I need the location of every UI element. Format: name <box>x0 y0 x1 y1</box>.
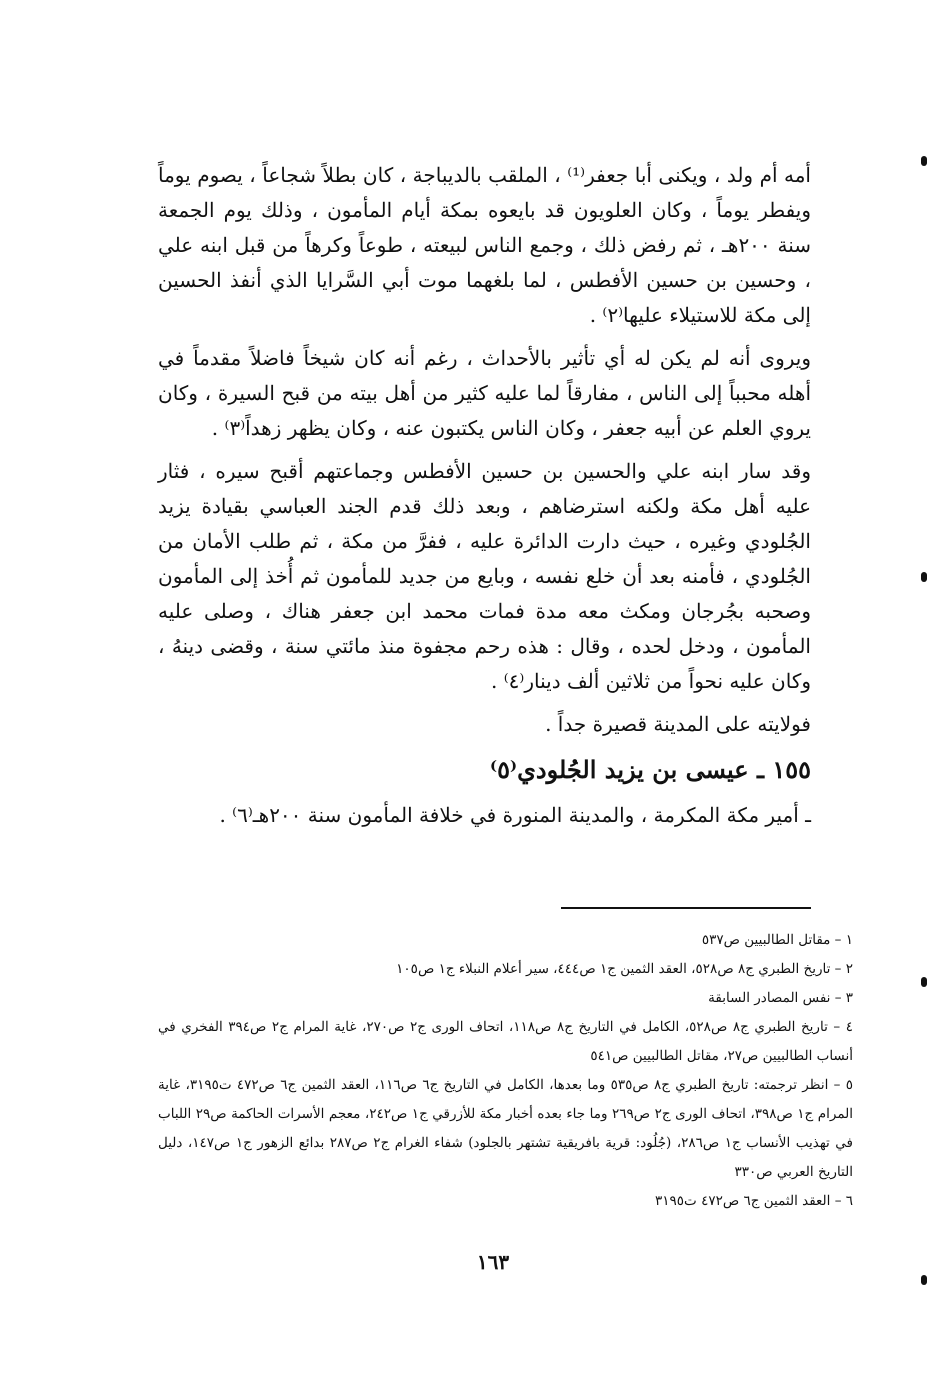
paragraph-1: أمه أم ولد ، ويكنى أبا جعفر⁽¹⁾ ، الملقب بالديباجة ، كان بطلاً شجاعاً ، يصوم يوماً ويفطر يوماً ، وكان العلويون قد بايعوه بمكة أيام المأمون ، وذلك يوم الجمعة سنة ٢٠٠هـ ، ثم رفض ذلك ، وجمع الناس لبيعته ، طوعاً وكرهاً من قبل ابنه علي ، وحسين بن حسين الأفطس ، لما بلغهما موت أبي السَّرايا الذي أنفذ الحسين إلى مكة للاستيلاء عليها⁽٢⁾ . <box>158 163 812 327</box>
entry-text: ـ أمير مكة المكرمة ، والمدينة المنورة في خلافة المأمون سنة ٢٠٠هـ⁽٦⁾ . <box>219 803 811 827</box>
footnote-6: ٦ – العقد الثمين ج٦ ص٤٧٢ ت٣١٩٥ <box>655 1193 853 1209</box>
scan-mark <box>921 1275 927 1285</box>
main-text <box>158 158 811 841</box>
paragraph-3: وقد سار ابنه علي والحسين بن حسين الأفطس وجماعتهم أقبح سيره ، فثار عليه أهل مكة ولكنه استرضاهم ، وبعد ذلك قدم الجند العباسي بقيادة يزيد الجُلودي وغيره ، حيث دارت الدائرة عليه ، ففرَّ من مكة ، ثم طلب الأمان من الجُلودي ، فأمنه بعد أن خلع نفسه ، وبايع من جديد للمأمون ثم أُخذ إلى المأمون وصحبه بجُرجان ومكث معه مدة فمات محمد ابن جعفر هناك ، وصلى عليه المأمون ، ودخل لحده ، وقال : هذه رحم مجفوة منذ مائتي سنة ، وقضى دينهُ ، وكان عليه نحواً من ثلاثين ألف دينار⁽٤⁾ . <box>158 459 811 693</box>
scan-mark <box>921 977 927 987</box>
page-number: ١٦٣ <box>476 1250 510 1274</box>
footnotes <box>158 926 853 1216</box>
paragraph-4: فولايته على المدينة قصيرة جداً . <box>545 712 811 736</box>
entry-heading: ١٥٥ ـ عيسى بن يزيد الجُلودي⁽٥⁾ <box>489 755 811 784</box>
footnote-separator <box>561 907 811 909</box>
paragraph-2: ويروى أنه لم يكن له أي تأثير بالأحداث ، رغم أنه كان شيخاً فاضلاً مقدماً في أهله محبباً إلى الناس ، مفارقاً لما عليه كثير من أهل بيته من قبح السيرة ، وكان يروي العلم عن أبيه جعفر ، وكان الناس يكتبون عنه ، وكان يظهر زهداً⁽٣⁾ . <box>158 346 811 440</box>
scan-mark <box>921 572 927 582</box>
footnote-4: ٤ – تاريخ الطبري ج٨ ص٥٢٨، الكامل في التاريخ ج٨ ص١١٨، اتحاف الورى ج٢ ص٢٧٠، غاية المرام ج٢ ص٣٩٤ الفخري في أنساب الطالبيين ص٢٧، مقاتل الطالبيين ص٥٤١ <box>158 1019 853 1064</box>
footnote-3: ٣ – نفس المصادر السابقة <box>708 990 853 1006</box>
footnote-5: ٥ – انظر ترجمته: تاريخ الطبري ج٨ ص٥٣٥ وما بعدها، الكامل في التاريخ ج٦ ص١١٦، العقد الثمين ج٦ ص٤٧٢ ت٣١٩٥، غاية المرام ج١ ص٣٩٨، اتحاف الورى ج٢ ص٢٦٩ وما جاء بعده أخبار مكة للأزرقي ج١ ص٢٤٢، معجم الأسرات الحاكمة ص٢٩ اللباب في تهذيب الأنساب ج١ ص٢٨٦، (جُلُود: قرية بافريقية تشتهر بالجلود) شفاء الغرام ج٢ ص٢٨٧ بدائع الزهور ج١ ص١٤٧، دليل التاريخ العربي ص٣٣٠ <box>158 1077 853 1180</box>
scan-mark <box>921 156 927 166</box>
footnote-2: ٢ – تاريخ الطبري ج٨ ص٥٢٨، العقد الثمين ج١ ص٤٤٤، سير أعلام النبلاء ج١ ص١٠٥ <box>396 961 853 977</box>
footnote-1: ١ – مقاتل الطالبيين ص٥٣٧ <box>701 932 853 948</box>
